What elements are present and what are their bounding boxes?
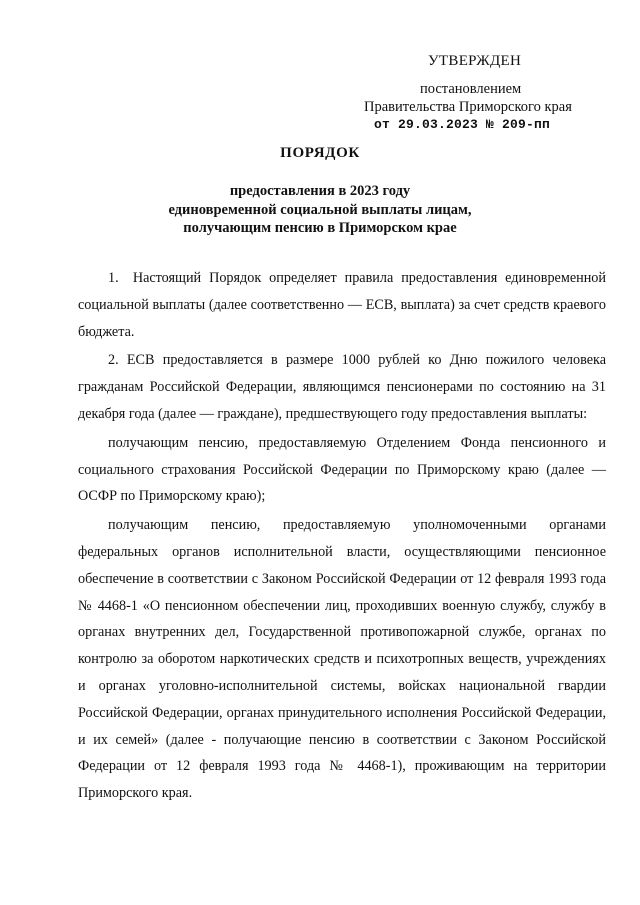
paragraph-2: 2. ЕСВ предоставляется в размере 1000 рублей ко Дню пожилого человека гражданам Российской Федерации, являющимся пенсионерами по состоянию на 31 декабря года (далее — граждане), предшествующего году предоставления выплаты: [78, 352, 606, 422]
subtitle-line: получающим пенсию в Приморском крае [183, 220, 457, 236]
document-subtitle [80, 182, 560, 238]
approval-line-date-number: от 29.03.2023 № 209-пп [374, 117, 551, 132]
approval-title: УТВЕРЖДЕН [428, 53, 522, 69]
subtitle-line: единовременной социальной выплаты лицам, [168, 201, 472, 218]
approval-line-government: Правительства Приморского края [364, 99, 572, 115]
document-title: ПОРЯДОК [280, 145, 360, 161]
paragraph-1: 1. Настоящий Порядок определяет правила предоставления единовременной социальной выплаты (далее соответственно — ЕСВ, выплата) за счет средств краевого бюджета. [78, 270, 606, 340]
paragraph-3: получающим пенсию, предоставляемую Отделением Фонда пенсионного и социального страхования Российской Федерации по Приморскому краю (далее — ОСФР по Приморскому краю); [78, 434, 606, 505]
document-body [78, 265, 606, 809]
approval-line-resolution: постановлением [420, 81, 522, 97]
paragraph-4: получающим пенсию, предоставляемую уполномоченными органами федеральных органов исполнительной власти, осуществляющими пенсионное обеспечение в соответствии с Законом Российской Федерации от 12 февраля 1993 года № 4468-1 «О пенсионном обеспечении лиц, проходивших военную службу, службу в органах внутренних дел, Государственной противопожарной службе, органах по контролю за оборотом наркотических средств и психотропных веществ, учреждениях и органах уголовно-исполнительной системы, войсках национальной гвардии Российской Федерации, органах принудительного исполнения Российской Федерации, и их семей» (далее - получающие пенсию в соответствии с Законом Российской Федерации от 12 февраля 1993 года № 4468-1), проживающим на территории Приморского края. [78, 517, 606, 802]
subtitle-line: предоставления в 2023 году [229, 183, 411, 199]
approval-stamp [362, 52, 602, 134]
